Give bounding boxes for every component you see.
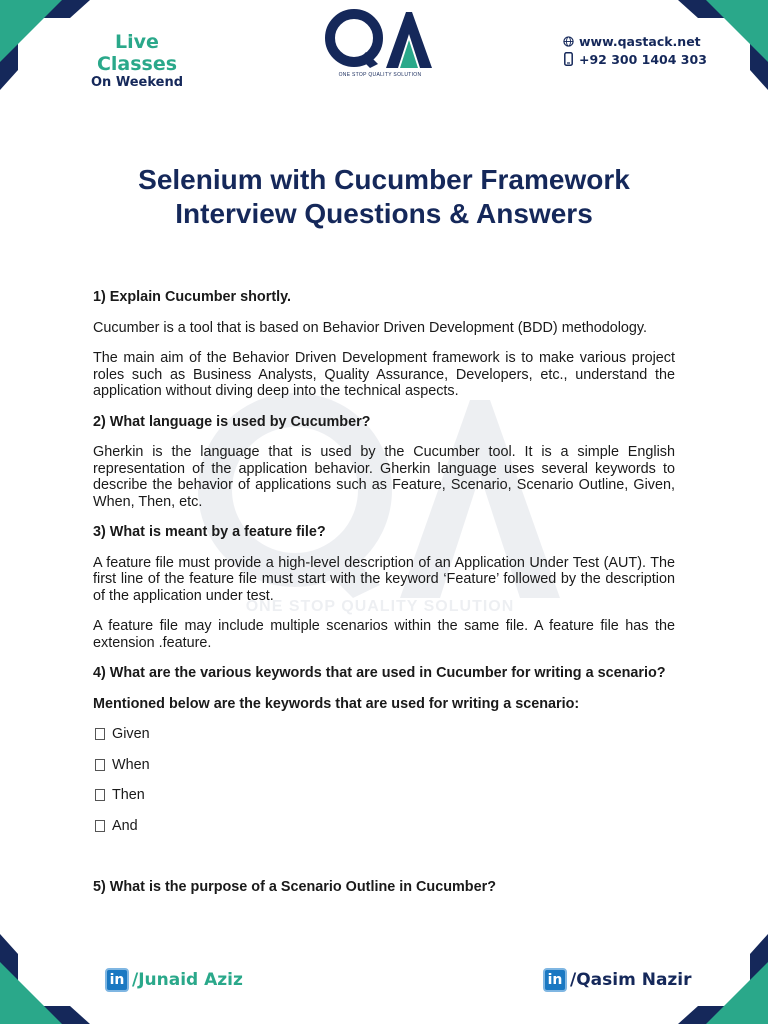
footer-author-left[interactable] <box>105 968 243 992</box>
live-classes-label: Live Classes <box>96 31 178 75</box>
phone-icon <box>561 52 575 66</box>
keyword-then: Then <box>112 787 145 803</box>
footer-author-right[interactable] <box>543 968 692 992</box>
keyword-when: When <box>112 756 150 773</box>
document-body <box>93 289 675 896</box>
bullet-icon <box>95 728 105 740</box>
live-classes-banner <box>72 31 202 91</box>
logo-tagline: ONE STOP QUALITY SOLUTION <box>338 72 422 78</box>
author-name-left[interactable]: /Junaid Aziz <box>132 970 243 990</box>
page-title <box>0 163 768 231</box>
corner-decoration-bottom-left <box>0 934 90 1024</box>
watermark-tagline: ONE STOP QUALITY SOLUTION <box>245 598 515 615</box>
weekend-label: On Weekend <box>90 75 183 90</box>
bullet-icon <box>95 789 105 801</box>
phone-row <box>561 50 707 68</box>
linkedin-icon[interactable]: in <box>105 968 129 992</box>
website-row[interactable] <box>561 32 707 50</box>
author-name-right[interactable]: /Qasim Nazir <box>570 970 692 990</box>
answer-3-paragraph-1: A feature file must provide a high-level description of an Application Under Test (AUT). The first line of the feature file must start with the keyword ‘Feature’ followed by the description of the application under test. <box>93 554 675 604</box>
bullet-icon <box>95 759 105 771</box>
linkedin-icon[interactable]: in <box>543 968 567 992</box>
answer-1-paragraph-1: Cucumber is a tool that is based on Behavior Driven Development (BDD) methodology. <box>93 319 648 336</box>
keyword-and: And <box>112 817 138 834</box>
answer-3-paragraph-2: A feature file may include multiple scenarios within the same file. A feature file has the extension .feature. <box>93 618 675 651</box>
list-item-then <box>93 787 675 804</box>
keyword-given: Given <box>112 726 150 742</box>
qa-logo-mark <box>320 8 440 72</box>
contact-info <box>561 32 707 68</box>
answer-1-paragraph-2: The main aim of the Behavior Driven Development framework is to make various project roles such as Business Analysts, Quality Assurance, Developers, etc., understand the application without diving deep into the technical aspects. <box>93 350 675 399</box>
bullet-icon <box>95 820 105 832</box>
globe-icon <box>561 34 575 48</box>
list-item-and <box>93 818 675 835</box>
answer-2-paragraph-1: Gherkin is the language that is used by the Cucumber tool. It is a simple English representation of the application behavior. Gherkin language uses several keywords to describe the behavior of applications such as Feature, Scenario, Scenario Outline, Given, When, Then, etc. <box>93 444 675 510</box>
title-line-2: Interview Questions & Answers <box>175 198 593 229</box>
question-4: 4) What are the various keywords that are used in Cucumber for writing a scenario? <box>93 665 666 681</box>
website-link[interactable]: www.qastack.net <box>579 33 701 49</box>
list-item-when <box>93 757 675 774</box>
qa-logo <box>320 8 440 80</box>
question-5: 5) What is the purpose of a Scenario Outline in Cucumber? <box>93 879 496 895</box>
title-line-1: Selenium with Cucumber Framework <box>138 164 630 195</box>
question-3: 3) What is meant by a feature file? <box>93 524 326 540</box>
question-2: 2) What language is used by Cucumber? <box>93 413 371 430</box>
phone-number: +92 300 1404 303 <box>579 51 707 67</box>
list-item-given <box>93 726 675 743</box>
keywords-intro: Mentioned below are the keywords that are used for writing a scenario: <box>93 695 580 712</box>
question-1: 1) Explain Cucumber shortly. <box>93 289 292 305</box>
